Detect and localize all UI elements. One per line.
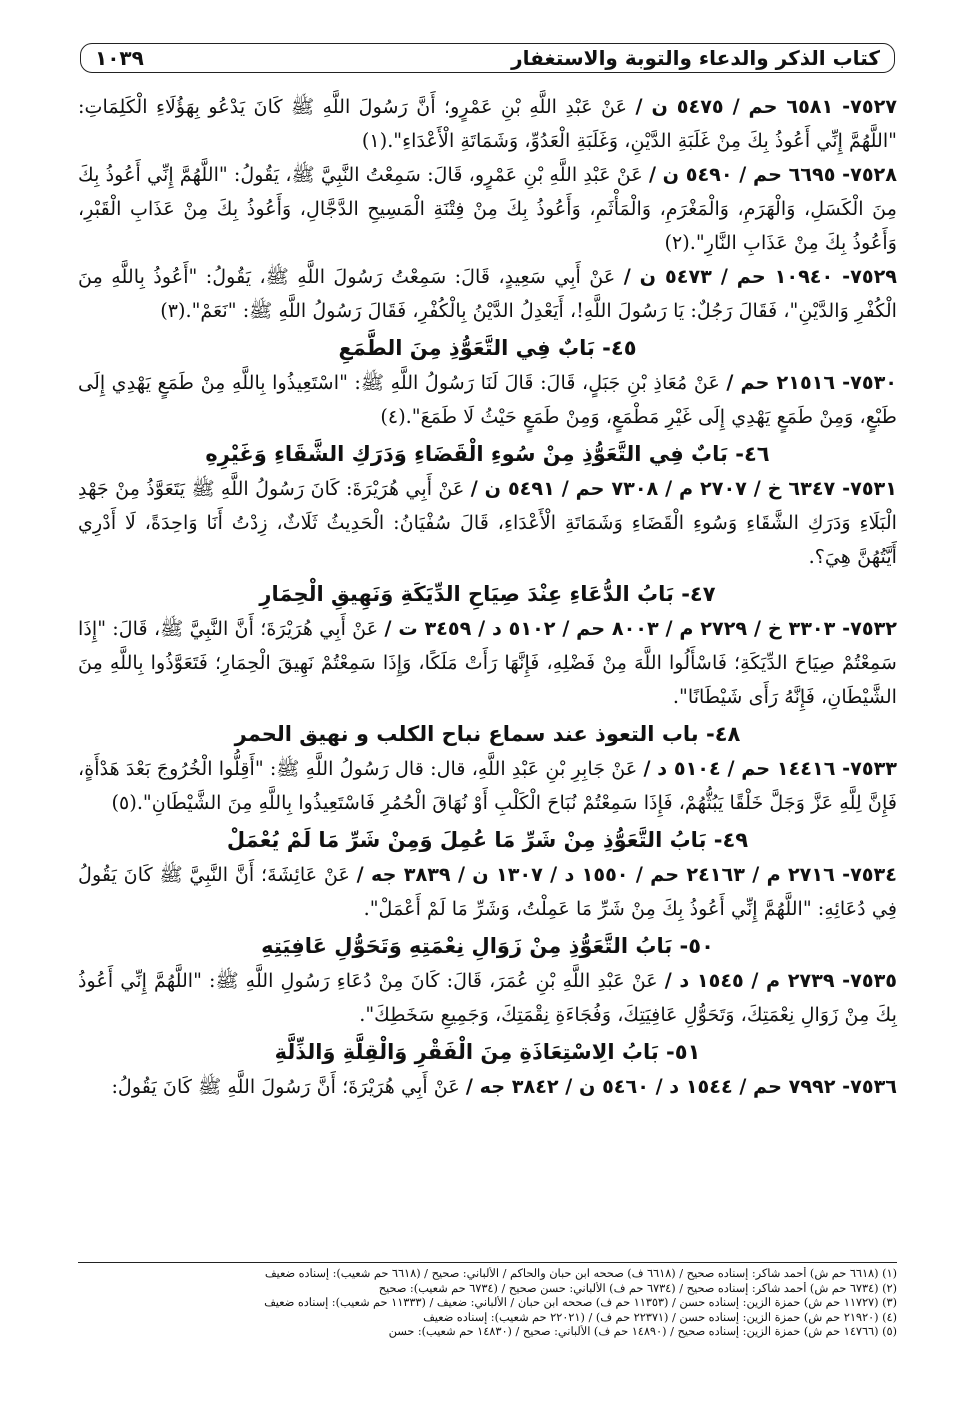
footnote: (٤) (٢١٩٢٠ حم ش) حمزة الزين: إسناده حسن / (٢٢٣٧١ حم ف) / (٢٢٠٢١ حم شعيب): إسناده ضعيف: [423, 1310, 897, 1324]
hadith-reference: ٧٥٣٢- ٣٣٠٣ خ / ٢٧٢٩ م / ٨٠٠٣ حم / ٥١٠٢ د / ٣٤٥٩ ت /: [384, 617, 897, 640]
page-number: ١٠٣٩: [95, 46, 144, 70]
footnote: (٢) (٦٧٣٤ حم ش) أحمد شاكر: إسناده صحيح / (٦٧٣٤ حم ف) الألباني: حسن صحيح / (٦٧٣٤ حم شعيب): صحيح: [378, 1281, 897, 1295]
chapter-heading: ٤٥- بَابٌ فِي التَّعَوُّذِ مِنَ الطَّمَعِ: [338, 336, 637, 360]
hadith-entry: [78, 158, 897, 260]
footnote: (٥) (١٤٧٦٦ حم ش) حمزة الزين: إسناده صحيح / (١٤٨٩٠ حم ف) الألباني: صحيح / (١٤٨٣٠ حم شعيب): حسن: [388, 1325, 897, 1338]
page-body: [78, 90, 897, 1104]
hadith-entry: [78, 964, 897, 1032]
hadith-reference: ٧٥٣٥- ٢٧٣٩ م / ١٥٤٥ د /: [664, 969, 897, 992]
hadith-reference: ٧٥٣١- ٦٣٤٧ خ / ٢٧٠٧ م / ٧٣٠٨ حم / ٥٤٩١ ن /: [470, 477, 897, 500]
hadith-reference: ٧٥٢٨- ٦٦٩٥ حم / ٥٤٩٠ ن /: [648, 163, 897, 186]
hadith-entry: [78, 858, 897, 926]
book-title: كتاب الذكر والدعاء والتوبة والاستغفار: [511, 46, 880, 70]
hadith-text: عَنْ جَابِرِ بْنِ عَبْدِ اللَّهِ، قال: قال رَسُولُ اللَّهِ ﷺ: "أَقِلُّوا الْخُرُوجَ بَعْدَ هَدْأَةٍ، فَإِنَّ لِلَّهِ عَزَّ وَجَلَّ خَلْقًا يَبُثُّهُمْ، فَإِذَا سَمِعْتُمْ نُبَاحَ الْكَلْبِ أَوْ نُهَاقَ الْحُمُرِ فَاسْتَعِيذُوا بِاللَّهِ مِنَ الشَّيْطَانِ".(٥): [78, 757, 897, 814]
hadith-entry: [78, 1070, 897, 1104]
chapter-heading: ٤٦- بَابٌ فِي التَّعَوُّذِ مِنْ سُوءِ الْقَضَاءِ وَدَرَكِ الشَّقَاءِ وَغَيْرِهِ: [205, 442, 770, 466]
hadith-text: عَنْ أَبِي هُرَيْرَةَ؛ أَنَّ النَّبِيَّ ﷺ، قَالَ: "إِذَا سَمِعْتُمْ صِيَاحَ الدِّيَكَةِ؛ فَاسْأَلُوا اللَّهَ مِنْ فَضْلِهِ، فَإِنَّهَا رَأَتْ مَلَكًا، وَإِذَا سَمِعْتُمْ نَهِيقَ الْحِمَارِ؛ فَتَعَوَّذُوا بِاللَّهِ مِنَ الشَّيْطَانِ، فَإِنَّهُ رَأَى شَيْطَانًا".: [78, 617, 897, 708]
chapter-heading: ٤٨- باب التعوذ عند سماع نباح الكلب و نهيق الحمر: [234, 722, 741, 746]
hadith-reference: ٧٥٣٣- ١٤٤١٦ حم / ٥١٠٤ د /: [643, 757, 897, 780]
hadith-text: عَنْ عَبْدِ اللَّهِ بْنِ عُمَرَ، قَالَ: كَانَ مِنْ دُعَاءِ رَسُولِ اللَّهِ ﷺ: "اللَّهُمَّ إِنِّي أَعُوذُ بِكَ مِنْ زَوَالِ نِعْمَتِكَ، وَتَحَوُّلِ عَافِيَتِكَ، وَفُجَاءَةِ نِقْمَتِكَ، وَجَمِيعِ سَخَطِكَ".: [78, 969, 897, 1026]
hadith-reference: ٧٥٣٦- ٧٩٩٢ حم / ١٥٤٤ د / ٥٤٦٠ ن / ٣٨٤٢ جه /: [465, 1075, 897, 1098]
chapter-heading: ٥٠- بَابُ التَّعَوُّذِ مِنْ زَوَالِ نِعْمَتِهِ وَتَحَوُّلِ عَافِيَتِهِ: [261, 934, 714, 958]
chapter-heading: ٤٩- بَابُ التَّعَوُّذِ مِنْ شَرِّ مَا عُمِلَ وَمِنْ شَرِّ مَا لَمْ يُعْمَلْ: [226, 828, 749, 852]
hadith-entry: [78, 752, 897, 820]
hadith-text: عَنْ أَبِي هُرَيْرَةَ؛ أَنَّ رَسُولَ اللَّهِ ﷺ كَانَ يَقُولُ:: [111, 1075, 466, 1098]
chapter-heading: ٥١- بَابُ الِاسْتِعَاذَةِ مِنَ الْفَقْرِ وَالْقِلَّةِ وَالذِّلَّةِ: [274, 1040, 701, 1064]
hadith-entry: [78, 90, 897, 158]
hadith-text: عَنْ عَبْدِ اللَّهِ بْنِ عَمْرٍو؛ أَنَّ رَسُولَ اللَّهِ ﷺ كَانَ يَدْعُو بِهَؤُلَاءِ الْكَلِمَاتِ: "اللَّهُمَّ إِنِّي أَعُوذُ بِكَ مِنْ غَلَبَةِ الدَّيْنِ، وَغَلَبَةِ الْعَدُوِّ، وَشَمَاتَةِ الْأَعْدَاءِ".(١): [78, 95, 897, 152]
hadith-text: عَنْ عَبْدِ اللَّهِ بْنِ عَمْرٍو، قَالَ: سَمِعْتُ النَّبِيَّ ﷺ، يَقُولُ: "اللَّهُمَّ إِنِّي أَعُوذُ بِكَ مِنَ الْكَسَلِ، وَالْهَرَمِ، وَالْمَغْرَمِ، وَالْمَأْثَمِ، وَأَعُوذُ بِكَ مِنْ فِتْنَةِ الْمَسِيحِ الدَّجَّالِ، وَأَعُوذُ بِكَ مِنْ عَذَابِ الْقَبْرِ، وَأَعُوذُ بِكَ مِنْ عَذَابِ النَّارِ".(٢): [78, 163, 897, 254]
hadith-entry: [78, 260, 897, 328]
hadith-reference: ٧٥٣٤- ٢٧١٦ م / ٢٤١٦٣ حم / ١٥٥٠ د / ١٣٠٧ ن / ٣٨٣٩ جه /: [356, 863, 897, 886]
hadith-text: عَنْ مُعَاذِ بْنِ جَبَلٍ، قَالَ: قَالَ لَنَا رَسُولُ اللَّهِ ﷺ: "اسْتَعِيذُوا بِاللَّهِ مِنْ طَمَعٍ يَهْدِي إِلَى طَبْعٍ، وَمِنْ طَمَعٍ يَهْدِي إِلَى غَيْرِ مَطْمَعٍ، وَمِنْ طَمَعٍ حَيْثُ لَا طَمَعَ".(٤): [78, 371, 897, 428]
footnote: (٣) (١١٧٢٧ حم ش) حمزة الزين: إسناده حسن / (١١٣٥٣ حم ف) صححه ابن حبان / الألباني: ضعيف / (١١٣٣٣ حم شعيب): إسناده ضعيف: [264, 1296, 897, 1309]
hadith-entry: [78, 612, 897, 714]
footnotes: [78, 1262, 897, 1340]
hadith-entry: [78, 366, 897, 434]
hadith-reference: ٧٥٢٩- ١٠٩٤٠ حم / ٥٤٧٣ ن /: [623, 265, 897, 288]
hadith-reference: ٧٥٣٠- ٢١٥١٦ حم /: [726, 371, 897, 394]
hadith-text: عَنْ أَبِي هُرَيْرَةَ: كَانَ رَسُولُ اللَّهِ ﷺ يَتَعَوَّذُ مِنْ جَهْدِ الْبَلَاءِ وَدَرَكِ الشَّقَاءِ وَسُوءِ الْقَضَاءِ وَشَمَاتَةِ الْأَعْدَاءِ، قَالَ سُفْيَانُ: الْحَدِيثُ ثَلَاثٌ، زِدْتُ أَنَا وَاحِدَةً، لَا أَدْرِي أَيَّتُهُنَّ هِيَ؟.: [78, 477, 897, 568]
footnote: (١) (٦٦١٨ حم ش) أحمد شاكر: إسناده صحيح / (٦٦١٨ ف) صححه ابن حبان والحاكم / الألباني: صحيح / (٦٦١٨ حم شعيب): إسناده ضعيف: [264, 1267, 897, 1280]
hadith-text: عَنْ عَائِشَةَ؛ أَنَّ النَّبِيَّ ﷺ كَانَ يَقُولُ فِي دُعَائِهِ: "اللَّهُمَّ إِنِّي أَعُوذُ بِكَ مِنْ شَرِّ مَا عَمِلْتُ، وَشَرِّ مَا لَمْ أَعْمَلْ".: [78, 863, 897, 920]
hadith-text: عَنْ أَبِي سَعِيدٍ، قَالَ: سَمِعْتُ رَسُولَ اللَّهِ ﷺ، يَقُولُ: "أَعُوذُ بِاللَّهِ مِنَ الْكُفْرِ وَالدَّيْنِ"، فَقَالَ رَجُلٌ: يَا رَسُولَ اللَّهِ!، أَيَعْدِلُ الدَّيْنُ بِالْكُفْرِ، فَقَالَ رَسُولُ اللَّهِ ﷺ: "نَعَمْ".(٣): [78, 265, 897, 322]
chapter-heading: ٤٧- بَابُ الدُّعَاءِ عِنْدَ صِيَاحِ الدِّيَكَةِ وَنَهِيقِ الْحِمَارِ: [259, 582, 716, 606]
hadith-reference: ٧٥٢٧- ٦٥٨١ حم / ٥٤٧٥ ن /: [635, 95, 897, 118]
page-header: [80, 43, 895, 73]
hadith-entry: [78, 472, 897, 574]
